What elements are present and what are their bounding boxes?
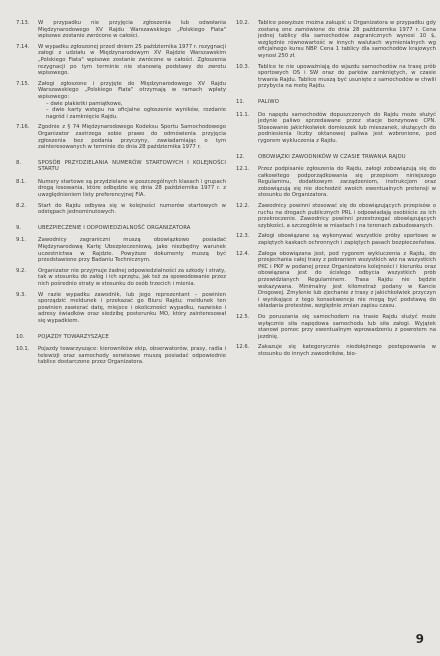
paragraph-12-5 [236, 314, 436, 340]
paragraph-text: Przez podpisanie zgłoszenia do Rajdu, załogi zobowiązują się do całkowitego podporządkowania się przepisom niniejszego Regulaminu, dodatkowym zarządzeniom, instrukcjom oraz zobowiązują się nie dochodzić swoich ewentualnych pretensji w stosunku do Organizatora. [258, 166, 436, 199]
paragraph-text: W razie wypadku zawodnik, lub jego reprezentant – powinien sporządzić meldunek i przekazać go Biuru Rajdu; meldunek ten powinien zawierać datę, miejsce i okoliczności wypadku, nazwisko i adresy świadków oraz siedzibę posterunku MO, który zainteresował się wypadkiem. [38, 291, 226, 324]
paragraph-7-14 [16, 44, 226, 77]
paragraph-number: 9.2. [16, 267, 27, 274]
paragraph-text: Organizator nie przyjmuje żadnej odpowiedzialności za szkody i straty, tak w stosunku do załóg i ich sprzętu, jak też za spowodowanie przez nich pośrednio straty w stosunku do osób trzecich i mienia. [38, 267, 226, 287]
paragraph-number: 10.2. [236, 20, 250, 26]
paragraph-number: 7.14. [16, 43, 30, 50]
paragraph-number: 8.2. [16, 202, 27, 209]
paragraph-text: Pojazdy towarzyszące: kierowników ekip, obserwatorów, prasy, radia i telewizji oraz samochody serwisowe muszą posiadać odpowiednie tablice dostarczone przez Organizatora. [38, 346, 226, 366]
paragraph-text: Do poruszania się samochodem na trasie Rajdu służyć może wyłącznie siła napędowa samochodu lub siła załogi. Wyjątek stanowi pomoc przy ewentualnym wprowadzeniu z powrotem na jezdnię. [258, 313, 436, 340]
paragraph-number: 9.1. [16, 237, 27, 244]
paragraph-12-6 [236, 344, 436, 357]
paragraph-7-13 [16, 20, 226, 40]
paragraph-number: 8.1. [16, 178, 27, 185]
paragraph-text: Start do Rajdu odbywa się w kolejności numerów startowych w odstępach jednominutowych. [38, 202, 226, 216]
section-heading-8 [16, 160, 226, 173]
paragraph-text: Załogi zgłoszone i przyjęte do Międzynarodowego XV Rajdu Warszawskiego „Polskiego Fiata" otrzymają w ramach wpłaty wpisowego: [38, 80, 226, 100]
paragraph-text: Do napędu samochodów dopuszczonych do Rajdu może służyć jedynie paliwo sprzedawane przez stacje benzynowe CPN. Stosowanie jakichkolwiek domieszek lub mieszanek, służących do podniesienia liczby oktanowej paliwa jest wzbronione, pod rygorem wykluczenia z Rajdu. [258, 111, 436, 144]
bullet-item: – dwie plakietki pamiątkowe, [46, 100, 123, 107]
section-title: POJAZDY TOWARZYSZĄCE [38, 333, 109, 340]
paragraph-9-3 [16, 292, 226, 325]
paragraph-text: W wypadku zgłoszonej przed dniem 25 października 1977 r. rezygnacji załogi z udziału w Międzynarodowym XV Rajdzie Warszawskim „Polskiego Fiata" wpisowe zostanie zwrócone w całości. Zgłoszenia rezygnacji po tym terminie nie stanowią podstawy do zwrotu wpisowego. [38, 43, 226, 77]
paragraph-text: Załoga obowiązana jest, pod rygorem wykluczenia z Rajdu, do przejechania całej trasy z pobraniem wszystkich wiz na wszystkich PKC i PKP w podanej przez Organizatora kolejności i kierunku oraz obowiązana jest do ścisłego odbycia wszystkich prób przewidzianych Regulaminem. Trasa Rajdu nie będzie wskazywana. Minimalny jest kilometraż podany w Kancie Drogowej. Zmylenie lub zjechanie z trasy z jakichkolwiek przyczyn i wynikające z tego konsekwencje nie mogą być podstawą do składania protestów, względnie zmian zapisu czasu. [258, 250, 436, 310]
paragraph-text: W przypadku nie przyjęcia zgłoszenia lub odwołania Międzynarodowego XV Rajdu Warszawskiego „Polskiego Fiata" wpisowe zostanie zwrócone w całości. [38, 20, 226, 40]
paragraph-11-1 [236, 112, 436, 145]
paragraph-12-2 [236, 203, 436, 229]
section-number: 8. [16, 159, 22, 166]
paragraph-text: Zawodnicy powinni stosować się do obowiązujących przepisów o ruchu na drogach publicznych PRL i odpowiadają osobiście za ich przekroczenie. Zawodnicy powinni przestrzegać obowiązujących szybkości, a szczególnie w miastach i na terenach zabudowanych. [258, 203, 436, 229]
paragraph-text: Tablice powyższe można zakupić u Organizatora w przypadku gdy zostaną one zamówione do dnia 28 października 1977 r. Cena jednej tablicy dla samochodów zagranicznych wynosi 10 $, względnie równowartość w innych walutach wymienialnych wg oficjalnego kursu NBP. Cena 1 tablicy dla samochodów krajowych wynosi 250 zł. [258, 20, 436, 59]
paragraph-text: Tablice te nie upoważniają do wjazdu samochodów na trasę prób sportowych OS i SW oraz do parków zamkniętych, w czasie trwania Rajdu. Tablice muszą być usunięte z samochodów w chwili przybycia na metę Rajdu. [258, 63, 436, 90]
paragraph-number: 12.1. [236, 166, 250, 173]
paragraph-number: 12.3. [236, 233, 250, 240]
section-number: 9. [16, 224, 22, 231]
section-heading-11 [236, 99, 436, 106]
paragraph-number: 10.3. [236, 63, 250, 70]
right-column [236, 20, 436, 362]
section-title: OBOWIĄZKI ZAWODNIKÓW W CZASIE TRWANIA RAJDU [258, 153, 406, 160]
bullet-item: – dwie karty wstępu na oficjalne ogłoszenie wyników, rozdanie nagród i zamknięcie Rajdu. [46, 107, 226, 120]
paragraph-number: 12.6. [236, 344, 250, 351]
paragraph-text: Zawodnicy zagraniczni muszą obowiązkowo posiadać Międzynarodową Kartę Ubezpieczeniową, jako niezbędny warunek uczestnictwa w Rajdzie. Powyższe dokumenty muszą być przedstawione przy Badaniu Technicznym. [38, 237, 226, 264]
paragraph-12-4 [236, 251, 436, 310]
paragraph-12-1 [236, 166, 436, 199]
section-heading-10 [16, 334, 226, 341]
paragraph-8-2 [16, 203, 226, 216]
paragraph-7-15 [16, 81, 226, 121]
paragraph-number: 7.13. [16, 20, 30, 26]
paragraph-body [38, 81, 226, 121]
section-number: 11. [236, 98, 245, 105]
paragraph-9-2 [16, 268, 226, 288]
section-heading-12 [236, 154, 436, 161]
section-title: UBEZPIECZENIE I ODPOWIEDZIALNOŚĆ ORGANIZATORA [38, 224, 191, 231]
paragraph-text: Zgodnie z § 74 Międzynarodowego Kodeksu Sportu Samochodowego Organizator zastrzega sobie prawo do odmówienia przyjęcia zgłoszenia bez podania przyczyny, zawiadamiając o tym zainteresowanych w terminie do dnia 28 października 1977 r. [38, 124, 226, 151]
paragraph-number: 9.3. [16, 291, 27, 298]
paragraph-number: 11.1. [236, 111, 250, 118]
paragraph-text: Załogi obowiązane są wykonywać wszystkie próby sportowe w zapiętych kaskach ochronnych i zapiętych pasach bezpieczeństwa. [258, 233, 436, 247]
section-title: PALIWO [258, 98, 279, 105]
section-title: SPOSÓB PRZYDZIELANIA NUMERÓW STARTOWYCH I KOLEJNOŚCI STARTU [38, 159, 226, 173]
paragraph-number: 7.15. [16, 80, 30, 87]
paragraph-number: 12.2. [236, 203, 250, 210]
paragraph-text: Numery startowe są przydzielane w poszczególnych klasach i grupach drogą losowania, które odbędzie się dnia 28 października 1977 r. z uwzględnieniem listy preferencyjnej FIA. [38, 178, 226, 199]
section-number: 10. [16, 333, 25, 340]
paragraph-number: 7.16. [16, 124, 30, 131]
paragraph-10-3 [236, 64, 436, 90]
paragraph-7-16 [16, 124, 226, 150]
paragraph-number: 12.5. [236, 313, 250, 320]
section-heading-9 [16, 225, 226, 232]
paragraph-text: Zakazuje się kategorycznie niedołężnego postępowania w stosunku do innych zawodników, bio- [258, 344, 436, 357]
paragraph-12-3 [236, 233, 436, 246]
paragraph-8-1 [16, 179, 226, 199]
section-number: 12. [236, 153, 245, 160]
paragraph-number: 12.4. [236, 250, 250, 257]
paragraph-9-1 [16, 237, 226, 263]
paragraph-10-2 [236, 20, 436, 60]
page-number: 9 [415, 632, 424, 646]
paragraph-number: 10.1. [16, 346, 30, 353]
left-column [16, 20, 226, 370]
paragraph-10-1 [16, 346, 226, 366]
